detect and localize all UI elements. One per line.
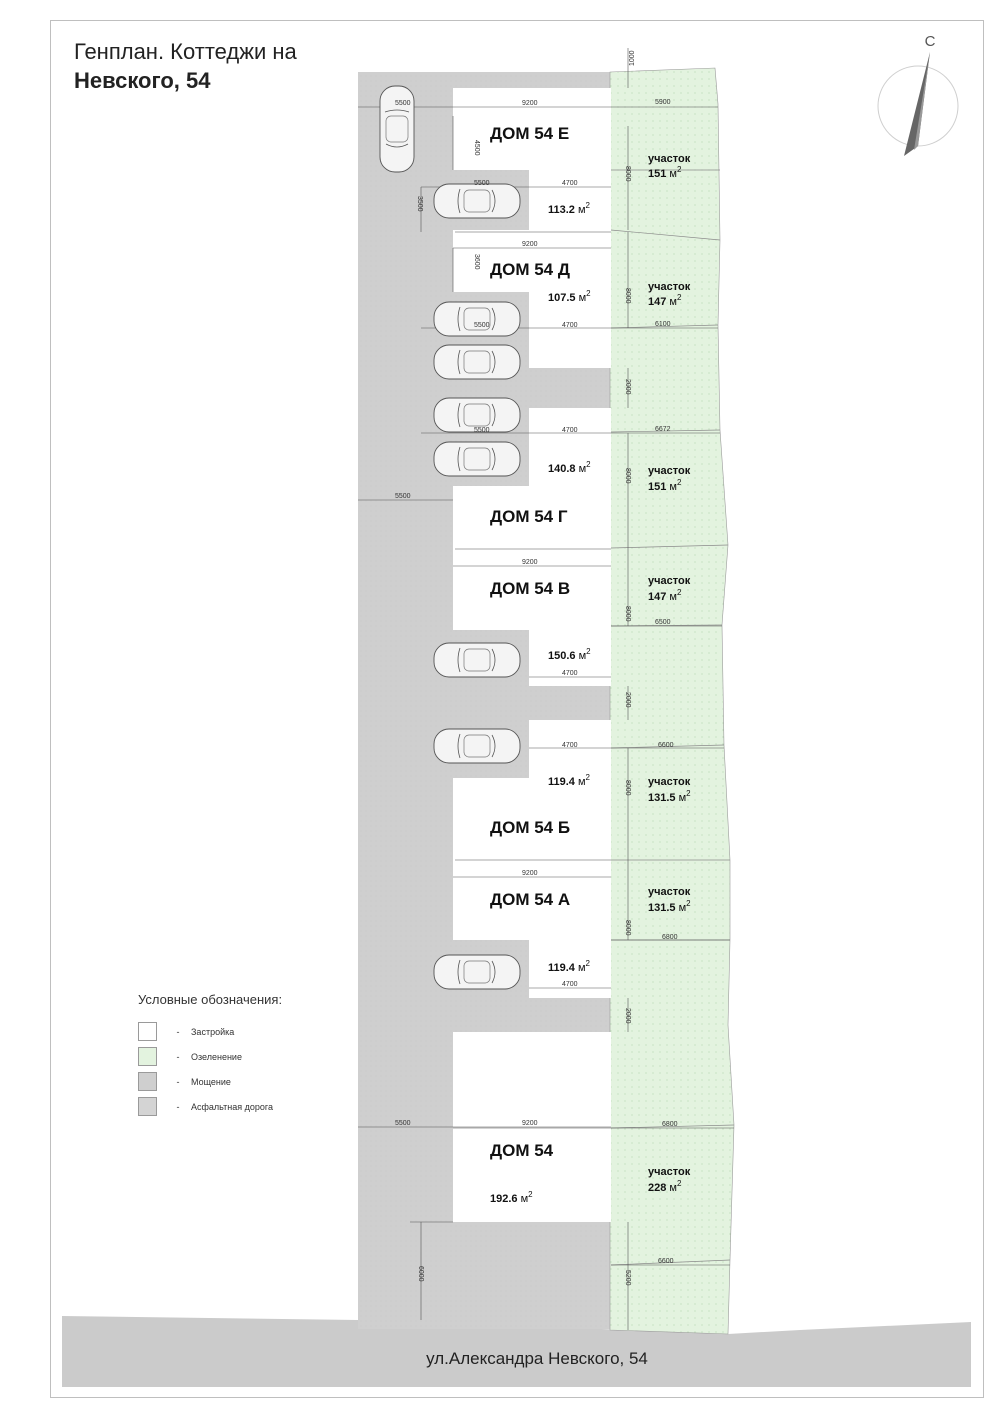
plot-label-1: участок bbox=[648, 153, 691, 165]
plot-area-2: 147 $м^2$ bbox=[648, 293, 682, 308]
dim-9200-v: 9200 bbox=[522, 559, 538, 566]
dim-9200-e: 9200 bbox=[522, 100, 538, 107]
dim-1000: 1000 bbox=[629, 50, 636, 66]
title-line-1: Генплан. Коттеджи на bbox=[74, 39, 297, 64]
dim-4700-d: 4700 bbox=[562, 322, 578, 329]
dim-6000: 6000 bbox=[417, 1266, 424, 1282]
plot-label-2: участок bbox=[648, 281, 691, 293]
legend-item-paving: - Мощение bbox=[138, 1069, 282, 1094]
dim-4700-g: 4700 bbox=[562, 427, 578, 434]
legend-item-asphalt: - Асфальтная дорога bbox=[138, 1094, 282, 1119]
house-area-g: 140.8 $м^2$ bbox=[548, 460, 591, 475]
compass-icon bbox=[878, 33, 958, 156]
plot-area-7: 228 $м^2$ bbox=[648, 1179, 682, 1194]
building-b-upper bbox=[529, 720, 611, 778]
compass-north-label: С bbox=[924, 33, 936, 50]
dim-8000-d: 8000 bbox=[624, 288, 631, 304]
plot-area-1: 151 $м^2$ bbox=[648, 165, 682, 180]
house-name-a: ДОМ 54 А bbox=[490, 890, 571, 909]
house-name-g: ДОМ 54 Г bbox=[490, 507, 568, 526]
plot-label-4: участок bbox=[648, 575, 691, 587]
legend-title: Условные обозначения: bbox=[138, 992, 283, 1007]
dim-5500-mid: 5500 bbox=[395, 493, 411, 500]
dim-6672: 6672 bbox=[655, 426, 671, 433]
plot-area-5: 131.5 $м^2$ bbox=[648, 789, 691, 804]
dim-4500: 4500 bbox=[473, 140, 480, 156]
legend bbox=[138, 992, 282, 1119]
car-8 bbox=[434, 729, 520, 763]
dim-5500-d: 5500 bbox=[474, 322, 490, 329]
house-area-b: 119.4 $м^2$ bbox=[548, 773, 590, 788]
dim-2000-3: 2000 bbox=[624, 1008, 631, 1024]
dim-8000-v: 8000 bbox=[624, 606, 631, 622]
dim-3600: 3600 bbox=[473, 254, 480, 270]
legend-label-paving: Мощение bbox=[191, 1076, 231, 1087]
house-name-v: ДОМ 54 В bbox=[490, 579, 571, 598]
dim-3500: 3500 bbox=[416, 196, 423, 212]
dim-6800-54: 6800 bbox=[662, 1121, 678, 1128]
house-name-b: ДОМ 54 Б bbox=[490, 818, 571, 837]
house-area-54: 192.6 $м^2$ bbox=[490, 1190, 533, 1205]
dim-6600-54: 6600 bbox=[658, 1258, 674, 1265]
dim-4700-b: 4700 bbox=[562, 742, 578, 749]
house-name-e: ДОМ 54 Е bbox=[490, 124, 570, 143]
car-7 bbox=[434, 643, 520, 677]
dim-5500-bot: 5500 bbox=[395, 1120, 411, 1127]
dim-5500-e: 5500 bbox=[474, 180, 490, 187]
title-line-2: Невского, 54 bbox=[74, 68, 211, 93]
house-area-d: 107.5 $м^2$ bbox=[548, 289, 591, 304]
plot-area-6: 131.5 $м^2$ bbox=[648, 899, 691, 914]
plot-label-5: участок bbox=[648, 776, 691, 788]
car-1 bbox=[380, 86, 414, 172]
plot-label-3: участок bbox=[648, 465, 691, 477]
legend-swatch-green bbox=[138, 1047, 157, 1066]
legend-swatch-paving bbox=[138, 1072, 157, 1091]
dim-9200-a: 9200 bbox=[522, 870, 538, 877]
plot-area-3: 151 $м^2$ bbox=[648, 478, 682, 493]
dim-5900: 5900 bbox=[655, 99, 671, 106]
dim-8000-b: 8000 bbox=[624, 780, 631, 796]
car-4 bbox=[434, 345, 520, 379]
legend-swatch-asphalt bbox=[138, 1097, 157, 1116]
house-area-v: 150.6 $м^2$ bbox=[548, 647, 591, 662]
legend-item-green: - Озеленение bbox=[138, 1044, 282, 1069]
dim-6600-b: 6600 bbox=[658, 742, 674, 749]
legend-label-green: Озеленение bbox=[191, 1051, 242, 1062]
car-9 bbox=[434, 955, 520, 989]
dim-6500: 6500 bbox=[655, 619, 671, 626]
dim-8000-a: 8000 bbox=[624, 920, 631, 936]
dim-6100: 6100 bbox=[655, 321, 671, 328]
house-name-d: ДОМ 54 Д bbox=[490, 260, 570, 279]
house-area-a: 119.4 $м^2$ bbox=[548, 959, 590, 974]
dim-9200-54: 9200 bbox=[522, 1120, 538, 1127]
plan-title bbox=[74, 37, 297, 95]
house-name-54: ДОМ 54 bbox=[490, 1141, 554, 1160]
dim-9200-d: 9200 bbox=[522, 241, 538, 248]
legend-label-building: Застройка bbox=[191, 1026, 235, 1037]
dim-2000-2: 2000 bbox=[624, 692, 631, 708]
legend-item-building: - Застройка bbox=[138, 1019, 282, 1044]
dim-2000-1: 2000 bbox=[624, 379, 631, 395]
dim-5500-top: 5500 bbox=[395, 100, 411, 107]
dim-5200: 5200 bbox=[624, 1270, 631, 1286]
car-6 bbox=[434, 442, 520, 476]
plot-label-7: участок bbox=[648, 1166, 691, 1178]
legend-swatch-building bbox=[138, 1022, 157, 1041]
legend-label-asphalt: Асфальтная дорога bbox=[191, 1101, 273, 1112]
dim-8000-e: 8000 bbox=[624, 166, 631, 182]
house-area-e: 113.2 $м^2$ bbox=[548, 201, 590, 216]
car-3 bbox=[434, 302, 520, 336]
dim-4700-e: 4700 bbox=[562, 180, 578, 187]
dim-5500-g: 5500 bbox=[474, 427, 490, 434]
dim-4700-v: 4700 bbox=[562, 670, 578, 677]
dim-8000-g: 8000 bbox=[624, 468, 631, 484]
dim-6800-a: 6800 bbox=[662, 934, 678, 941]
plot-label-6: участок bbox=[648, 886, 691, 898]
plot-area-4: 147 $м^2$ bbox=[648, 588, 682, 603]
street-label: ул.Александра Невского, 54 bbox=[426, 1349, 648, 1368]
car-2 bbox=[434, 184, 520, 218]
dim-4700-a: 4700 bbox=[562, 981, 578, 988]
